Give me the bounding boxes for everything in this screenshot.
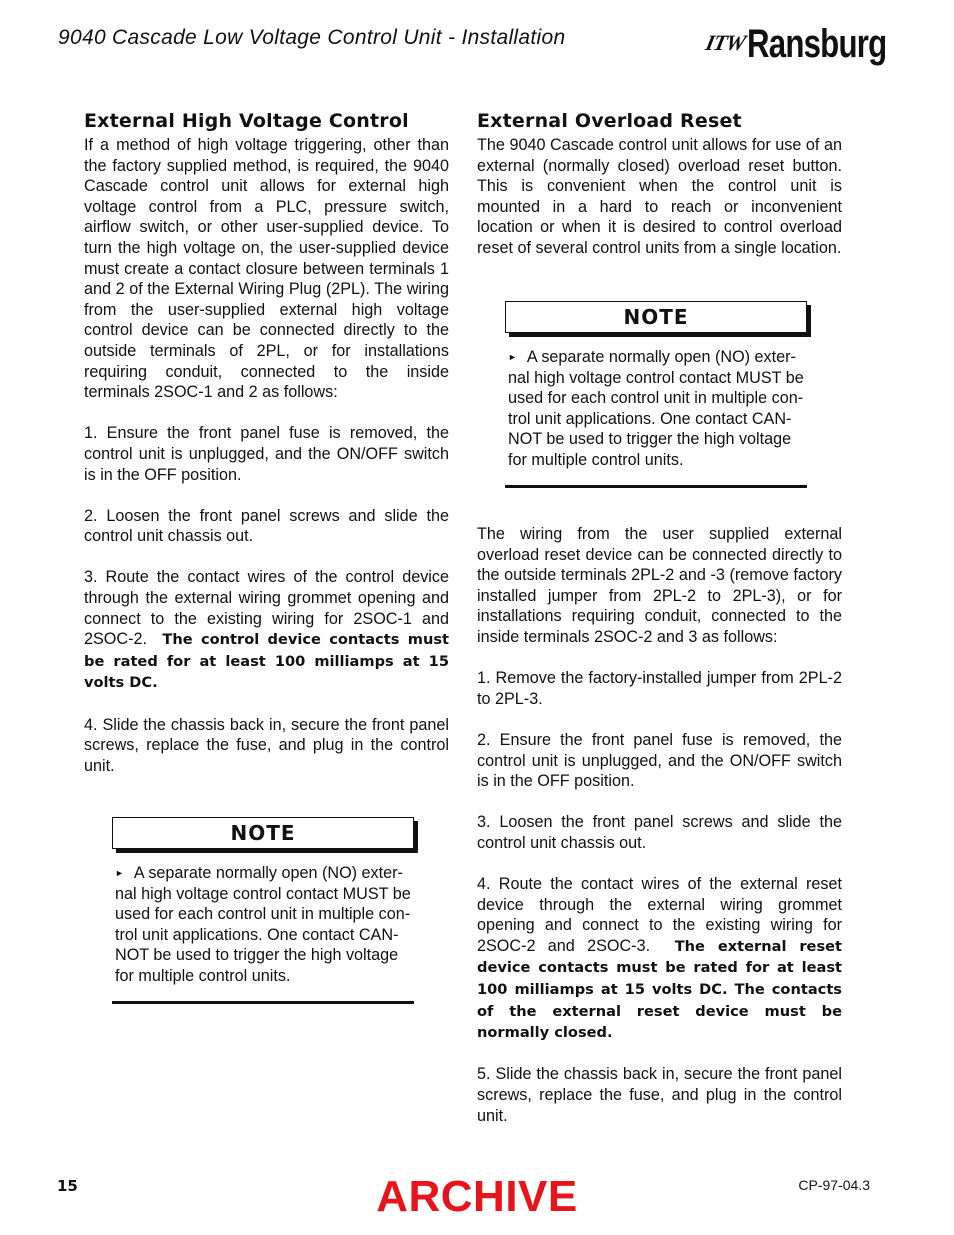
right-note-title: NOTE <box>623 305 689 329</box>
left-step-4: 4. Slide the chassis back in, secure the front panel screws, replace the fuse, and plug in the control unit. <box>84 715 449 775</box>
left-note-text-block <box>112 863 414 987</box>
left-step-2: 2. Loosen the front panel screws and slide the control unit chassis out. <box>84 506 449 546</box>
right-step-1: 1. Remove the factory-installed jumper from 2PL-2 to 2PL-3. <box>477 669 842 708</box>
right-step-4-warning: The external reset device contacts must be rated for at least 100 milliamps at 15 volts DC. The contacts of the external reset device must be normally closed. <box>477 937 843 1042</box>
page-number: 15 <box>57 1177 78 1195</box>
document-code: CP-97-04.3 <box>798 1177 870 1193</box>
logo-brand-name: Ransburg <box>746 22 886 66</box>
left-step-3-text: 3. Route the contact wires of the control device through the external wiring grommet opening and connect to the existing wiring for 2SOC-1 and 2SOC-2. <box>84 568 449 649</box>
right-note-divider <box>505 485 807 488</box>
right-column <box>477 110 842 279</box>
left-step-1: 1. Ensure the front panel fuse is removed, the control unit is unplugged, and the ON/OFF switch is in the OFF position. <box>84 424 449 484</box>
itw-ransburg-logo <box>703 16 925 68</box>
right-column-lower <box>477 524 842 1147</box>
right-note-text: A separate normally open (NO) exter-nal high voltage control contact MUST be used for each control unit in multiple con-trol unit applications. One contact CAN-NOT be used to trigger the high voltage for multiple control units. <box>508 348 804 469</box>
left-note-divider <box>112 1001 414 1004</box>
right-step-4-text: 4. Route the contact wires of the external reset device through the external wiring grommet opening and connect to the existing wiring for 2SOC-2 and 2SOC-3. <box>477 875 842 955</box>
left-step-3 <box>84 567 449 694</box>
archive-watermark: ARCHIVE <box>376 1172 578 1221</box>
section-title-external-overload-reset: External Overload Reset <box>477 110 742 132</box>
arrow-bullet-icon: ► <box>508 352 517 362</box>
left-intro-paragraph: If a method of high voltage triggering, other than the factory supplied method, is required, the 9040 Cascade control unit allows for external high voltage control from a PLC, pressure switch, airflow switch, or other user-supplied device. To turn the high voltage on, the user-supplied device must create a contact closure between terminals 1 and 2 of the External Wiring Plug (2PL). The wiring from the user-supplied external high voltage control device can be connected directly to the outside terminals of 2PL, or for installations requiring conduit, connected to the inside terminals 2SOC-1 and 2 as follows: <box>84 136 449 402</box>
arrow-bullet-icon: ► <box>115 868 124 878</box>
right-step-2: 2. Ensure the front panel fuse is removed, the control unit is unplugged, and the ON/OFF switch is in the OFF position. <box>477 730 842 791</box>
left-step-3-warning: The control device contacts must be rated for at least 100 milliamps at 15 volts DC. <box>84 631 449 692</box>
left-note-text: A separate normally open (NO) exter-nal high voltage control contact MUST be used for each control unit in multiple con-trol unit applications. One contact CAN-NOT be used to trigger the high voltage for multiple control units. <box>115 864 411 985</box>
right-wiring-paragraph: The wiring from the user supplied external overload reset device can be connected directly to the outside terminals 2PL-2 and -3 (remove factory installed jumper from 2PL-2 to 2PL-3), or for installations requiring conduit, connected to the inside terminals 2SOC-2 and 3 as follows: <box>477 525 842 646</box>
right-note-header <box>505 301 807 333</box>
right-note-text-block <box>505 347 807 471</box>
left-note-header <box>112 817 414 849</box>
right-step-5: 5. Slide the chassis back in, secure the front panel screws, replace the fuse, and plug in the control unit. <box>477 1065 842 1125</box>
right-step-3: 3. Loosen the front panel screws and slide the control unit chassis out. <box>477 813 842 852</box>
left-column <box>84 110 449 797</box>
right-note-box <box>505 301 807 488</box>
right-step-4 <box>477 874 842 1044</box>
page-header-title: 9040 Cascade Low Voltage Control Unit - Installation <box>58 26 566 49</box>
section-title-external-hv-control: External High Voltage Control <box>84 110 409 132</box>
logo-itw-mark: ITW <box>703 30 748 55</box>
left-note-title: NOTE <box>230 821 296 845</box>
right-intro-paragraph: The 9040 Cascade control unit allows for use of an external (normally closed) overload reset button. This is convenient when the control unit is mounted in a hard to reach or inconvenient location or when it is desired to control overload reset of several control units from a single location. <box>477 136 842 257</box>
left-note-box <box>112 817 414 1004</box>
